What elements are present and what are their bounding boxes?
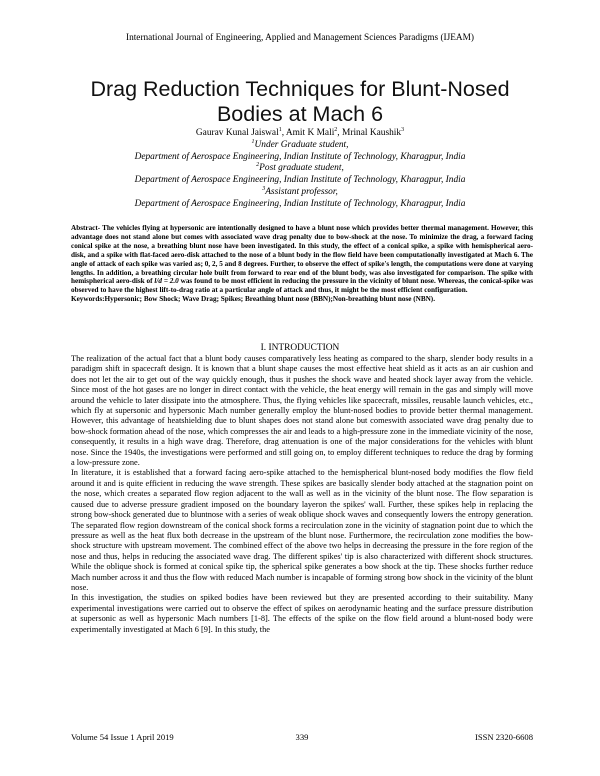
title-line-2: Bodies at Mach 6 <box>216 102 384 126</box>
aff-2-role-text: Post graduate student, <box>259 163 344 174</box>
abstract-text-1: Abstract- The vehicles flying at hypersonic are intentionally designed to have a blunt nose which provides better thermal management. However, this advantage does not stand alone but comes with associated wave drag penalty due to bow-shock at the nose. To minimize the drag, a forward facing conical spike at the nose, a breathing blunt nose have been investigated. In this study, the effect of a conical spike, a spike with hemispherical aero-disk, and a spike with flat-faced aero-disk attached to the nose of a blunt body in the flow field have been computationally investigated at Mach 6. The angle of attack of each spike was varied as; 0, 2, 5 and 8 degrees. Further, to observe the effect of spike's length, the computations were done at varying lengths. In addition, a breathing circular hole built from forward to rear end of the blunt body, was also investigated for comparison. The spike with hemispherical aero-disk of <box>71 224 533 286</box>
affiliation-2-dept: Department of Aerospace Engineering, Indian Institute of Technology, Kharagpur, India <box>134 175 466 186</box>
author-1: Gaurav Kunal Jaiswal <box>195 128 279 138</box>
footer-volume: Volume 54 Issue 1 April 2019 <box>71 732 174 742</box>
affiliation-3-role <box>0 187 600 199</box>
author-3-sup: 3 <box>401 126 405 133</box>
author-3: Mrinal Kaushik <box>341 128 402 138</box>
abstract-math: l/d = 2.0 <box>154 277 179 286</box>
authors-block <box>0 128 600 211</box>
aff-2-sup: 2 <box>256 162 260 169</box>
paragraph-1: The realization of the actual fact that a blunt body causes comparatively less heating as compared to the sharp, slender body results in a paradigm shift in spacecraft design. It is known that a blunt shape causes the most effective heat shield as it acts as an air cushion and does not let the air to get out of the way quickly enough, thus it pushes the shock wave and heated shock layer away from the vehicle. Since most of the hot gases are no longer in direct contact with the vehicle, the heat energy will remain in the gas and simply will move around the vehicle to later dissipate into the atmosphere. Thus, the flying vehicles like spacecraft, missiles, reusable launch vehicles, etc., which fly at supersonic and hypersonic Mach number generally employ the blunt-nosed bodies to provide better thermal management. However, this advantage of heatshielding due to blunt shapes does not stand alone but comeswith associated wave drag penalty due to bow-shock formation ahead of the nose, which compresses the air and leads to a high-pressure zone in the immediate vicinity of the nose, consequently, it results in a high wave drag. Therefore, drag attenuation is one of the major considerations for the vehicles with blunt nose. Since the 1940s, the investigations were performed and still going on, to employ different techniques to reduce the drag by forming a low-pressure zone. <box>71 354 533 468</box>
paragraph-2: In literature, it is established that a forward facing aero-spike attached to the hemispherical blunt-nosed body modifies the flow field around it and is quite efficient in reducing the wave strength. These spikes are basically slender body attached at the stagnation point on the nose, which creates a separated flow region adjacent to the wall as well as in the vicinity of the blunt nose. The flow separation is caused due to adverse pressure gradient imposed on the boundary layeron the spikes' wall. Further, these spikes help in replacing the strong bow-shock generated due to bluntnose with a series of weak oblique shock waves and consequently lowers the entropy generation. The separated flow region downstream of the conical shock forms a recirculation zone in the vicinity of stagnation point due to which the pressure as well as the heat flux both decrease in the upstream of the blunt nose. Furthermore, the recirculation zone modifies the bow-shock structure with upstream movement. The combined effect of the above two helps in decreasing the pressure in the fore region of the nose and thus, helps in reducing the associated wave drag. The different spikes' tip is also characterized with different shock structures. While the oblique shock is formed at conical spike tip, the spherical spike generates a bow shock at the tip. These shocks further reduce Mach number across it and thus the flow with reduced Mach number is incapable of forming strong bow shock in the vicinity of the blunt nose. <box>71 468 533 592</box>
affiliation-1-role <box>0 140 600 152</box>
journal-header: International Journal of Engineering, Applied and Management Sciences Paradigms (IJEAM) <box>125 33 475 43</box>
affiliation-3-dept: Department of Aerospace Engineering, Indian Institute of Technology, Kharagpur, India <box>134 198 466 209</box>
affiliation-1-dept: Department of Aerospace Engineering, Indian Institute of Technology, Kharagpur, India <box>134 151 466 162</box>
section-heading: I. INTRODUCTION <box>260 343 340 353</box>
abstract-text-2: was found to be most efficient in reducing the pressure in the vicinity of blunt nose. Whereas, the conical-spike was observed to have the highest lift-to-drag ratio at a particular angle of attack and thus, it might be the most efficient configuration. <box>71 277 534 295</box>
author-names: Gaurav Kunal Jaiswal$^1$, Amit K Mali$^2$, Mrinal Kaushik$^3$ <box>195 126 405 138</box>
aff-3-role-text: Assistant professor, <box>265 186 338 197</box>
aff-3-sup: 3 <box>262 185 266 192</box>
abstract <box>71 224 533 304</box>
author-2: Amit K Mali <box>285 128 335 138</box>
author-2-sup: 2 <box>334 126 338 133</box>
footer-issn: ISSN 2320-6608 <box>474 732 533 742</box>
affiliation-2-role <box>0 163 600 175</box>
body-text <box>71 354 533 635</box>
author-1-sup: 1 <box>278 126 282 133</box>
aff-1-sup: 1 <box>251 138 255 145</box>
footer-page-number: 339 <box>295 732 309 742</box>
aff-1-role-text: Under Graduate student, <box>254 139 349 150</box>
paper-title <box>0 77 600 127</box>
title-line-1: Drag Reduction Techniques for Blunt-Nosed <box>90 77 510 101</box>
keywords: Keywords:Hypersonic; Bow Shock; Wave Drag; Spikes; Breathing blunt nose (BBN);Non-breathing blunt nose (NBN). <box>71 295 435 304</box>
paragraph-3: In this investigation, the studies on spiked bodies have been reviewed but they are presented according to their suitability. Many experimental investigations were carried out to observe the effect of spikes on aerodynamic heating and the surface pressure distribution at supersonic as well as hypersonic Mach numbers [1-8]. The effects of the spike on the flow field around a blunt-nosed body were experimentally investigated at Mach 6 [9]. In this study, the <box>71 593 533 634</box>
